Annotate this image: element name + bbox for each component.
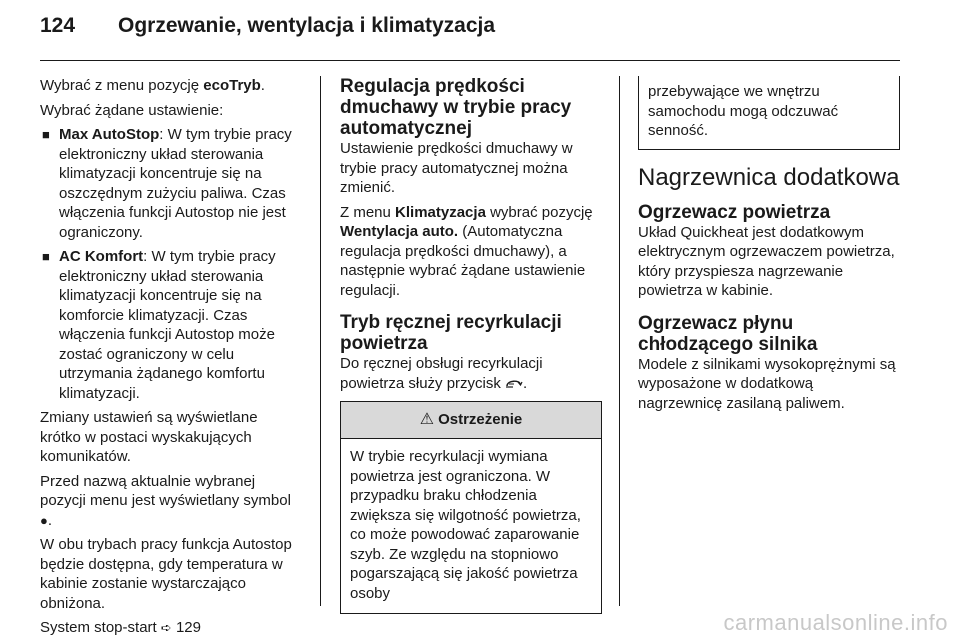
- paragraph-select-setting: Wybrać żądane ustawienie:: [40, 101, 224, 119]
- warning-triangle-icon: ⚠: [419, 411, 435, 429]
- column-2: [340, 76, 602, 614]
- page-title: Ogrzewanie, wentylacja i klimatyzacja: [118, 14, 496, 37]
- heading-fan-speed: Regulacja prędkości dmuchawy w trybie pracy automatycznej: [340, 76, 572, 139]
- menu-term-klimatyzacja: Klimatyzacja: [395, 203, 486, 221]
- paragraph-symbol: Przed nazwą aktualnie wybranej pozycji menu jest wyświetlany symbol ●.: [40, 472, 291, 529]
- heading-air-heater: Ogrzewacz powietrza: [638, 201, 831, 223]
- paragraph-autostop-available: W obu trybach pracy funkcja Autostop będzie dostępna, gdy temperatura w kabinie zostanie wystarczająco obniżona.: [40, 536, 292, 612]
- filled-circle-icon: ●: [40, 512, 48, 528]
- heading-recirculation: Tryb ręcznej recyrkulacji powietrza: [340, 312, 562, 354]
- column-3: [638, 76, 900, 418]
- column-divider-2: [619, 76, 620, 606]
- paragraph-recirculation: Do ręcznej obsługi recyrkulacji powietrza służy przycisk .: [340, 355, 543, 392]
- menu-term-ecotryb: ecoTryb: [203, 77, 261, 94]
- page-header: [0, 0, 960, 62]
- cross-reference-stop-start[interactable]: System stop-start ➪ 129: [40, 619, 201, 636]
- paragraph-air-heater: Układ Quickheat jest dodatkowym elektrycznym ogrzewaczem powietrza, który przyspiesza nagrzewanie powietrza w kabinie.: [638, 223, 895, 299]
- list-item-ac-komfort: ■ AC Komfort: W tym trybie pracy elektroniczny układ sterowania klimatyzacji koncentruje się na komforcie klimatyzacji. Czas włączenia funkcji Autostop może zostać ograniczony w celu utrzymania żądanego komfortu klimatyzacji.: [42, 248, 276, 402]
- heading-coolant-heater: Ogrzewacz płynu chłodzącego silnika: [638, 312, 818, 355]
- paragraph-fan-speed: Ustawienie prędkości dmuchawy w trybie pracy automatycznej można zmienić.: [340, 140, 573, 196]
- paragraph-fan-menu: Z menu Klimatyzacja wybrać pozycję Wentylacja auto. (Automatyczna regulacja prędkości dmuchawy), a następnie wybrać żądane ustawienie regulacji.: [340, 203, 593, 299]
- warning-header: [341, 402, 601, 439]
- paragraph-popup-messages: Zmiany ustawień są wyświetlane krótko w postaci wyskakujących komunikatów.: [40, 409, 258, 465]
- term-ac-komfort: AC Komfort: [59, 248, 144, 265]
- page-reference-arrow-icon: ➪: [160, 620, 172, 635]
- paragraph-ecotryb: Wybrać z menu pozycję ecoTryb.: [40, 77, 265, 94]
- heading-auxiliary-heater: Nagrzewnica dodatkowa: [638, 163, 900, 191]
- warning-box-continued: przebywające we wnętrzu samochodu mogą odczuwać senność.: [638, 76, 900, 150]
- menu-term-wentylacja-auto: Wentylacja auto.: [340, 223, 459, 240]
- list-item-max-autostop: ■ Max AutoStop: W tym trybie pracy elektroniczny układ sterowania klimatyzacji koncentruje się na oszczędnym zużyciu paliwa. Czas włączenia funkcji Autostop nie jest ograniczony.: [42, 126, 292, 241]
- header-divider: [40, 60, 900, 61]
- bullet-square-icon: ■: [42, 249, 50, 264]
- bullet-square-icon: ■: [42, 127, 50, 142]
- warning-title: Ostrzeżenie: [438, 411, 523, 429]
- warning-box: [340, 401, 602, 614]
- column-divider-1: [320, 76, 321, 606]
- column-1: [40, 76, 302, 642]
- recirculation-icon: [505, 377, 523, 389]
- term-max-autostop: Max AutoStop: [59, 126, 160, 143]
- page-number: 124: [40, 14, 76, 37]
- watermark: carmanualsonline.info: [723, 610, 948, 635]
- paragraph-coolant-heater: Modele z silnikami wysokoprężnymi są wyposażone w dodatkową nagrzewnicę zasilaną paliwem.: [638, 355, 896, 412]
- warning-text: W trybie recyrkulacji wymiana powietrza jest ograniczona. W przypadku braku chłodzenia zwiększa się wilgotność powietrza, co może powodować zaparowanie szyb. Ze względu na stopniowo pogarszającą się jakość powietrza osoby: [350, 448, 581, 602]
